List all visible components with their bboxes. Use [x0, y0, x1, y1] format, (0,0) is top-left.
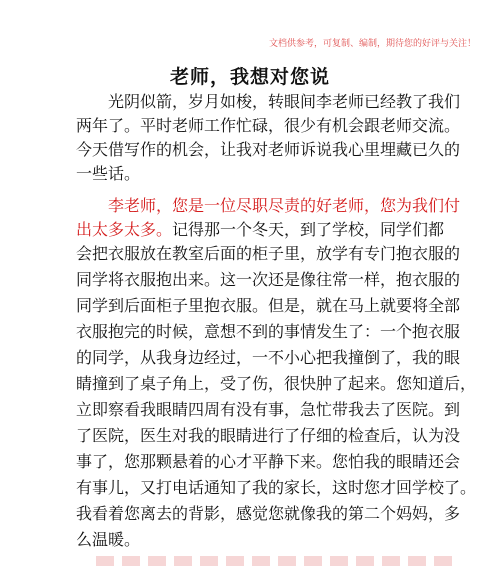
- paragraph-line: 衣服抱完的时候，意想不到的事情发生了：一个抱衣服: [76, 322, 461, 341]
- paragraph-line: [76, 218, 456, 242]
- paragraph-line: 同学到后面柜子里抱衣服。但是，就在马上就要将全部: [76, 296, 461, 315]
- highlighted-line: 李老师，您是一位尽职尽责的好老师，您为我们付: [108, 196, 461, 215]
- paragraph-text: 记得那一个冬天，到了学校，同学们都: [172, 220, 445, 239]
- paragraph-line: 我看着您离去的背影，感觉您就像我的第二个妈妈，多: [76, 504, 461, 523]
- paragraph-line: 同学将衣服抱出来。这一次还是像往常一样，抱衣服的: [76, 270, 461, 289]
- paragraph-line: 一些话。: [76, 164, 141, 183]
- paragraph-line: 么温暖。: [76, 530, 141, 549]
- paragraph-line: 了医院，医生对我的眼睛进行了仔细的检查后，认为没: [76, 426, 461, 445]
- paragraph-line: 立即察看我眼睛四周有没有事，急忙带我去了医院。到: [76, 400, 461, 419]
- document-title: 老师，我想对您说: [169, 66, 330, 88]
- paragraph-line: 光阴似箭，岁月如梭，转眼间李老师已经教了我们: [108, 92, 461, 111]
- paragraph-line: 事了，您那颗悬着的心才平静下来。您怕我的眼睛还会: [76, 452, 461, 471]
- paragraph-line: 的同学，从我身边经过，一不小心把我撞倒了，我的眼: [76, 348, 461, 367]
- paragraph-line: 会把衣服放在教室后面的柜子里，放学有专门抱衣服的: [76, 244, 461, 263]
- paragraph-line: 有事儿，又打电话通知了我的家长，这时您才回学校了。: [76, 478, 477, 497]
- highlighted-text: 出太多太多。: [76, 220, 173, 239]
- paragraph-line: 今天借写作的机会，让我对老师诉说我心里埋藏已久的: [76, 140, 461, 159]
- cropped-text-remnant: [96, 556, 456, 566]
- paragraph-line: 睛撞到了桌子角上，受了伤，很快肿了起来。您知道后，: [76, 374, 477, 393]
- paragraph-line: 两年了。平时老师工作忙碌，很少有机会跟老师交流。: [76, 116, 461, 135]
- header-notice: 文档供参考，可复制、编制，期待您的好评与关注！: [268, 39, 476, 49]
